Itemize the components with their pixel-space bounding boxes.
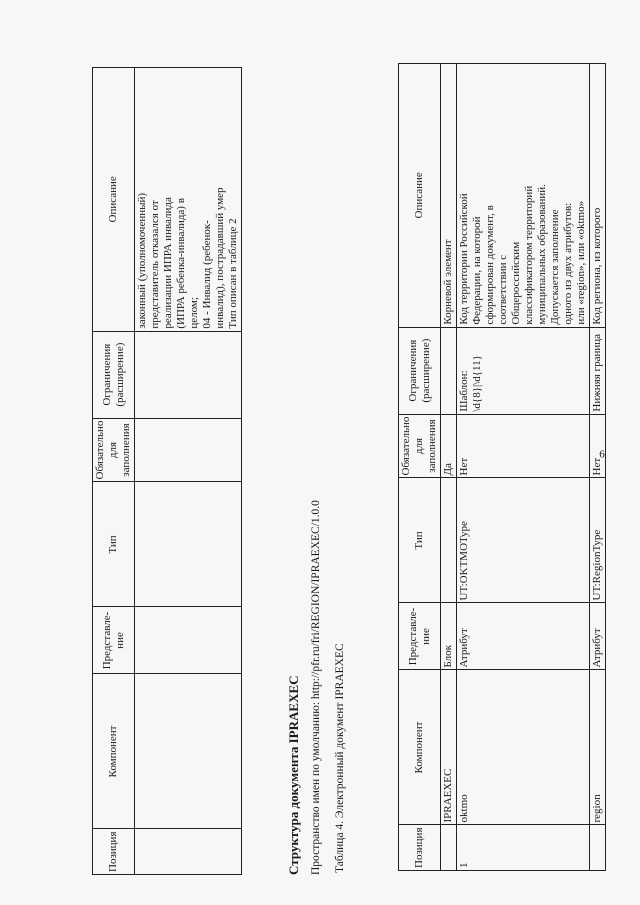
- description-line: Общероссийским: [510, 241, 522, 325]
- header-representation: Представле-ние: [93, 607, 135, 674]
- cell-representation: Атрибут: [590, 603, 606, 670]
- description-line: 04 - Инвалид (ребенок-: [201, 220, 213, 329]
- header-description: Описание: [399, 64, 441, 328]
- description-line: одного из двух атрибутов:: [562, 202, 574, 325]
- description-line: целом;: [188, 297, 200, 329]
- description-line: сформирован документ, в: [484, 205, 496, 325]
- cell-type: UT:RegionType: [590, 478, 606, 603]
- description-line: (ИПРА ребенка-инвалида) в: [175, 198, 187, 329]
- description-line: Код региона, из которого: [591, 207, 603, 325]
- cell-type: [441, 478, 457, 603]
- description-line: муниципальных образований.: [536, 184, 548, 325]
- header-position: Позиция: [399, 825, 441, 871]
- page-number: 6: [599, 448, 605, 461]
- cell-required: Да: [441, 414, 457, 478]
- table-row: [590, 64, 606, 871]
- header-representation: Представле-ние: [399, 603, 441, 670]
- cell-representation: Блок: [441, 603, 457, 670]
- description-line: или «region», или «oktmo»: [575, 200, 587, 325]
- header-position: Позиция: [93, 829, 135, 875]
- header-component: Компонент: [399, 670, 441, 825]
- table-caption: Таблица 4. Электронный документ IPRAEXEC: [334, 643, 346, 873]
- description-line: классификатором территорий: [523, 185, 535, 325]
- cell-required: Нет: [590, 414, 606, 478]
- cell-position: [441, 825, 457, 871]
- cell-representation: [135, 607, 242, 674]
- cell-required: [135, 418, 242, 482]
- cell-position: 1: [457, 825, 590, 871]
- section-title: Структура документа IPRAEXEC: [286, 675, 301, 875]
- cell-component: [135, 674, 242, 829]
- cell-position: [135, 829, 242, 875]
- cell-type: UT:OKTMOType: [457, 478, 590, 603]
- table-row: [457, 64, 590, 871]
- header-restrictions: Ограничения (расширение): [399, 327, 441, 414]
- cell-position: [590, 825, 606, 871]
- description-line: соответствии с: [497, 254, 509, 325]
- cell-description: [457, 64, 590, 328]
- header-required: Обязательно для заполнения: [399, 414, 441, 478]
- header-required: Обязательно для заполнения: [93, 418, 135, 482]
- header-restrictions: Ограничения (расширение): [93, 331, 135, 418]
- description-line: Тип описан в таблице 2: [227, 218, 239, 329]
- description-line: законный (уполномоченный): [136, 192, 148, 329]
- description-line: Код территории Российской: [458, 193, 470, 325]
- description-line: Корневой элемент: [442, 239, 454, 325]
- header-component: Компонент: [93, 674, 135, 829]
- header-description: Описание: [93, 68, 135, 332]
- description-line: Допускается заполнение: [549, 209, 561, 325]
- cell-restrictions: [135, 331, 242, 418]
- table-row: [135, 68, 242, 875]
- cell-component: oktmo: [457, 670, 590, 825]
- cell-restrictions: Шаблон: \d{8}|\d{11}: [457, 327, 590, 414]
- ipraexec-table: [398, 63, 606, 871]
- description-line: инвалид), пострадавший умер: [214, 187, 226, 329]
- description-line: представитель отказался от: [149, 200, 161, 329]
- description-line: реализации ИПРА инвалида: [162, 197, 174, 329]
- continued-table: [92, 67, 242, 875]
- table-header-row: [93, 68, 135, 875]
- cell-representation: Атрибут: [457, 603, 590, 670]
- table-header-row: [399, 64, 441, 871]
- cell-restrictions: Нижняя граница: [590, 327, 606, 414]
- namespace-text: Пространство имен по умолчанию: http://pfr.ru/fri/REGION/IPRAEXEC/1.0.0: [310, 500, 322, 875]
- cell-restrictions: [441, 327, 457, 414]
- header-type: Тип: [93, 482, 135, 607]
- table-row: [441, 64, 457, 871]
- cell-component: IPRAEXEC: [441, 670, 457, 825]
- cell-description: [441, 64, 457, 328]
- cell-description: [135, 68, 242, 332]
- description-line: Федерации, на которой: [471, 216, 483, 325]
- cell-component: region: [590, 670, 606, 825]
- cell-type: [135, 482, 242, 607]
- cell-required: Нет: [457, 414, 590, 478]
- header-type: Тип: [399, 478, 441, 603]
- cell-description: [590, 64, 606, 328]
